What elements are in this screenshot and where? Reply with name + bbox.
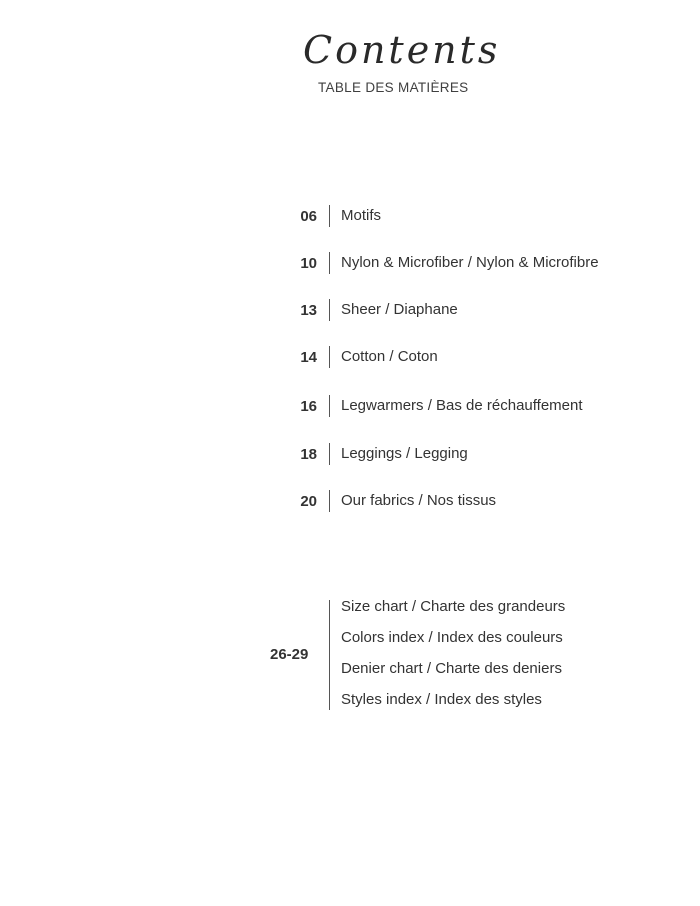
toc-entry-nylon[interactable] <box>0 252 700 276</box>
toc-divider <box>329 600 330 710</box>
toc-divider <box>329 205 330 227</box>
toc-page-number: 06 <box>300 208 317 225</box>
toc-page-number: 14 <box>300 349 317 366</box>
toc-page-number: 10 <box>300 255 317 272</box>
toc-label: Leggings / Legging <box>341 445 468 462</box>
toc-page-number: 20 <box>300 493 317 510</box>
toc-appendix-group <box>0 598 700 712</box>
toc-label: Nylon & Microfiber / Nylon & Microfibre <box>341 254 599 271</box>
toc-label: Motifs <box>341 207 382 224</box>
toc-label: Our fabrics / Nos tissus <box>341 492 497 509</box>
toc-label: Sheer / Diaphane <box>341 301 458 318</box>
toc-page-number: 13 <box>300 302 317 319</box>
toc-appendix-size-chart[interactable]: Size chart / Charte des grandeurs <box>341 598 566 615</box>
toc-entry-leggings[interactable] <box>0 443 700 467</box>
toc-label: Cotton / Coton <box>341 348 438 365</box>
toc-entry-motifs[interactable] <box>0 205 700 229</box>
toc-page-number: 18 <box>300 446 317 463</box>
toc-label: Legwarmers / Bas de réchauffement <box>341 397 583 414</box>
toc-entry-cotton[interactable] <box>0 346 700 370</box>
toc-page-number: 16 <box>300 398 317 415</box>
toc-divider <box>329 299 330 321</box>
toc-divider <box>329 395 330 417</box>
toc-entry-sheer[interactable] <box>0 299 700 323</box>
toc-entry-fabrics[interactable] <box>0 490 700 514</box>
toc-appendix-colors-index[interactable]: Colors index / Index des couleurs <box>341 629 563 646</box>
toc-entry-legwarmers[interactable] <box>0 395 700 419</box>
page-title: Contents <box>303 28 501 72</box>
page-subtitle: TABLE DES MATIÈRES <box>318 80 469 95</box>
toc-appendix-denier-chart[interactable]: Denier chart / Charte des deniers <box>341 660 562 677</box>
toc-appendix-styles-index[interactable]: Styles index / Index des styles <box>341 691 542 708</box>
toc-appendix-pages: 26-29 <box>270 646 309 663</box>
toc-divider <box>329 443 330 465</box>
toc-divider <box>329 346 330 368</box>
toc-divider <box>329 252 330 274</box>
toc-divider <box>329 490 330 512</box>
